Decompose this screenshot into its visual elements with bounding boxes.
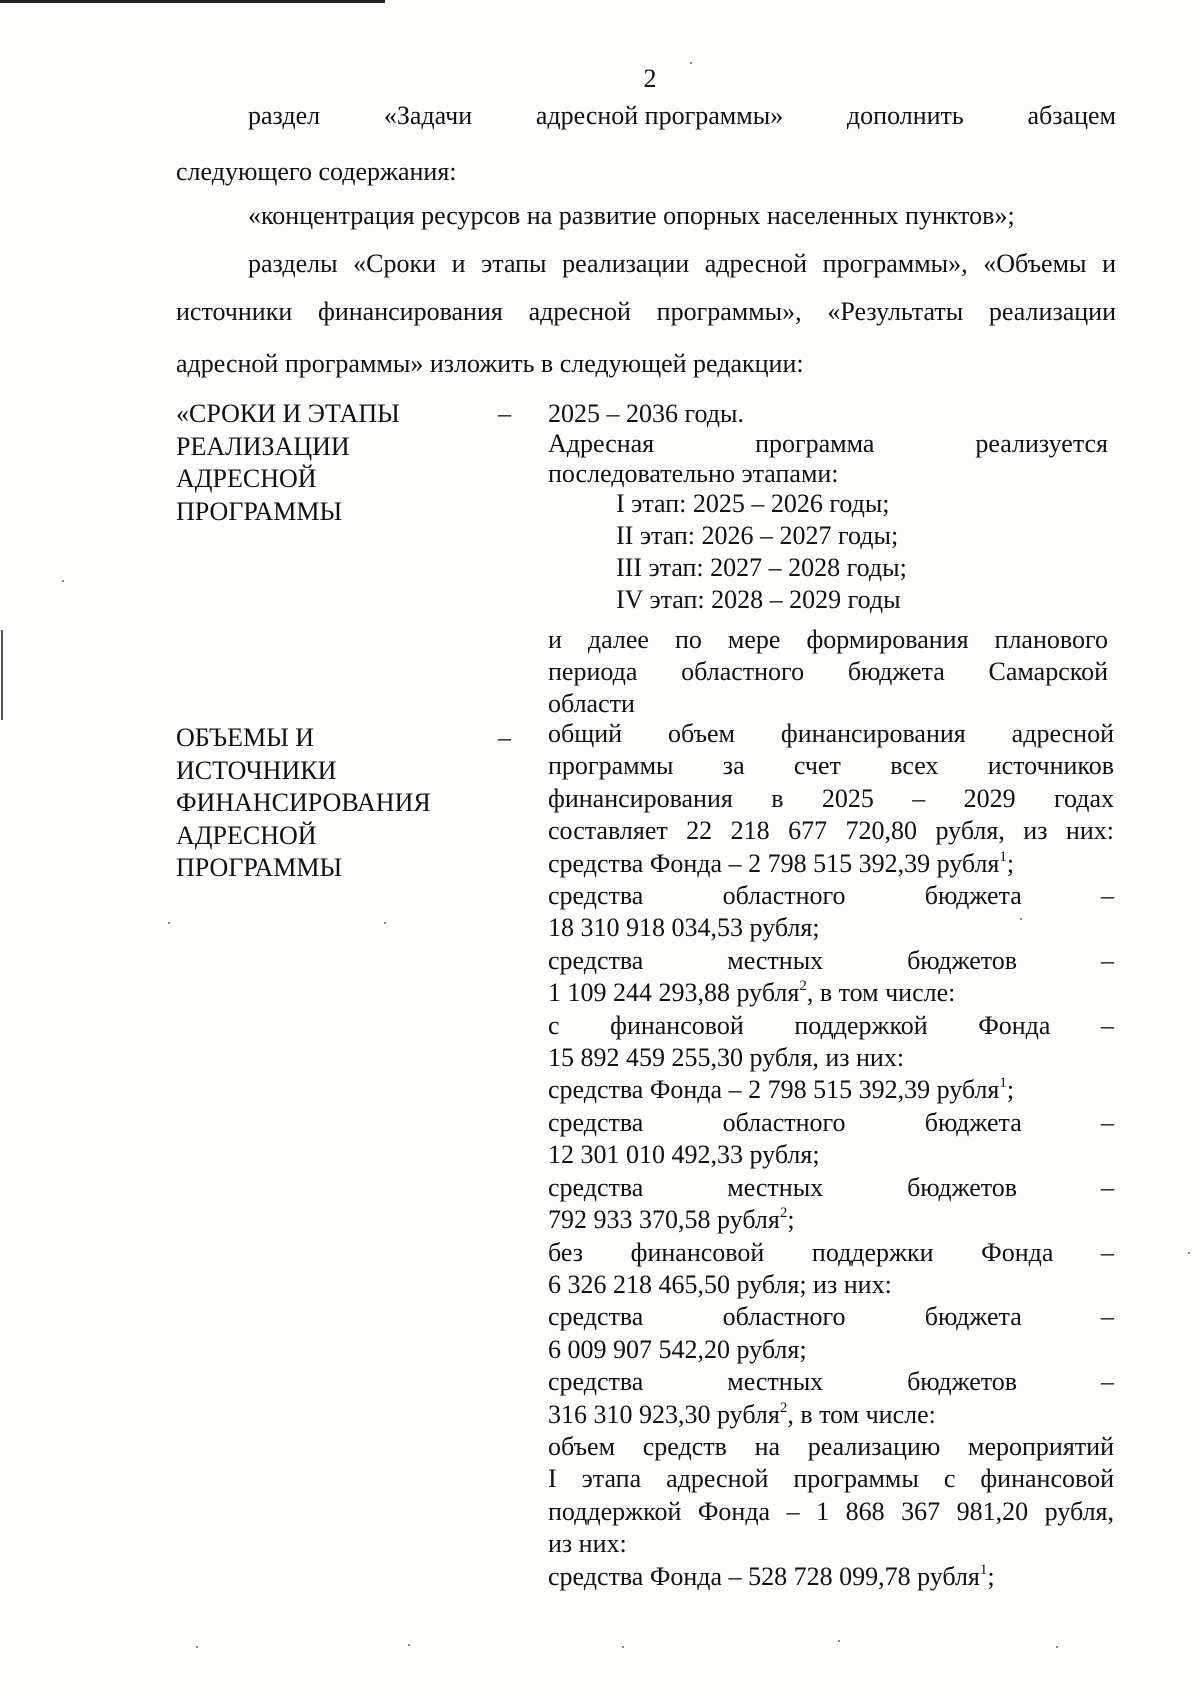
scan-speck	[62, 580, 64, 582]
financing-text: средства Фонда – 528 728 099,78 рубля	[548, 1561, 980, 1591]
terms-years: 2025 – 2036 годы.	[548, 399, 744, 428]
intro-paragraph-2: «концентрация ресурсов на развитие опорных населенных пунктов»;	[248, 201, 1015, 230]
financing-item	[548, 1074, 1114, 1106]
scan-speck	[1188, 1252, 1190, 1254]
page-number: 2	[643, 64, 657, 93]
scan-speck	[838, 1640, 840, 1642]
intro-word: дополнить	[846, 101, 964, 130]
heading-line: ПРОГРАММЫ	[176, 853, 343, 882]
financing-text: 792 933 370,58 рубля	[548, 1205, 780, 1235]
financing-item-text	[548, 1042, 1114, 1074]
heading-line: ОБЪЕМЫ И	[176, 723, 315, 752]
stages-list	[616, 488, 907, 616]
footnote-marker: 2	[799, 978, 807, 995]
footnote-marker: 1	[979, 1561, 988, 1578]
financing-item-text	[548, 718, 1114, 750]
scan-speck	[196, 1646, 198, 1648]
financing-item	[548, 1431, 1114, 1463]
financing-item-text	[548, 1010, 1114, 1042]
financing-item-text	[548, 1172, 1114, 1204]
intro-paragraph-3-line-3: адресной программы» изложить в следующей редакции:	[176, 349, 804, 378]
financing-text: средства местных бюджетов –	[548, 945, 1114, 975]
intro-paragraph-3-line-1: разделы «Сроки и этапы реализации адресной программы», «Объемы и	[248, 249, 1116, 278]
financing-text: финансирования в 2025 – 2029 годах	[548, 783, 1114, 813]
financing-item-text	[548, 750, 1114, 782]
financing-item	[548, 783, 1114, 815]
financing-text: 18 310 918 034,53 рубля;	[548, 913, 820, 943]
financing-item-text	[548, 1237, 1114, 1269]
scan-edge-left	[1, 630, 3, 720]
heading-line: «СРОКИ И ЭТАПЫ	[176, 399, 400, 428]
financing-item-text	[548, 1107, 1114, 1139]
footnote-marker: 1	[999, 848, 1007, 865]
financing-item	[548, 815, 1114, 847]
financing-text: 15 892 459 255,30 рубля, из них:	[548, 1043, 905, 1073]
scan-speck	[1020, 918, 1022, 920]
financing-item	[548, 945, 1114, 1010]
financing-text: средства Фонда – 2 798 515 392,39 рубля	[548, 1075, 1000, 1105]
financing-dash: –	[498, 723, 511, 752]
intro-paragraph-3-line-2: источники финансирования адресной программы», «Результаты реализации	[176, 297, 1116, 326]
financing-item	[548, 1463, 1114, 1495]
financing-item-text	[548, 1528, 1114, 1560]
stage-item: III этап: 2027 – 2028 годы;	[616, 553, 907, 582]
financing-text: средства областного бюджета –	[548, 881, 1114, 911]
financing-item	[548, 1010, 1114, 1075]
financing-text-tail: ;	[987, 1561, 995, 1591]
financing-item-text	[548, 1139, 1114, 1171]
financing-item-text	[548, 1431, 1114, 1463]
financing-text: I этапа адресной программы с финансовой	[548, 1464, 1114, 1494]
terms-further-line-3: области	[548, 689, 635, 718]
heading-line: РЕАЛИЗАЦИИ	[176, 431, 350, 461]
financing-item-text	[548, 1334, 1114, 1366]
financing-item	[548, 1528, 1114, 1560]
financing-text-tail: ;	[787, 1205, 795, 1235]
financing-text: средства местных бюджетов –	[548, 1172, 1114, 1202]
stage-item: IV этап: 2028 – 2029 годы	[616, 585, 901, 614]
terms-further-line-1: и далее по мере формирования планового	[548, 625, 1108, 654]
terms-description-line-1: Адресная программа реализуется	[548, 429, 1108, 458]
footnote-marker: 1	[999, 1075, 1007, 1092]
financing-item	[548, 880, 1114, 945]
financing-text: 6 326 218 465,50 рубля; из них:	[548, 1269, 892, 1299]
scan-speck	[168, 922, 170, 924]
financing-list	[548, 718, 1114, 1593]
intro-paragraph-1-line-1	[248, 100, 1116, 132]
intro-word: абзацем	[1027, 101, 1116, 130]
financing-item	[548, 1496, 1114, 1528]
financing-item-text	[548, 1366, 1114, 1398]
financing-item-text	[548, 1269, 1114, 1301]
financing-item-text	[548, 880, 1114, 912]
intro-paragraph-1-line-2: следующего содержания:	[176, 157, 457, 186]
financing-item	[548, 1366, 1114, 1431]
financing-item-text	[548, 1561, 1114, 1593]
financing-item-text	[548, 945, 1114, 977]
financing-text: средства областного бюджета –	[548, 1107, 1114, 1137]
financing-heading	[176, 722, 431, 885]
scan-speck	[408, 1644, 410, 1646]
financing-text: составляет 22 218 677 720,80 рубля, из них:	[548, 816, 1114, 846]
financing-text: средства Фонда – 2 798 515 392,39 рубля	[548, 848, 1000, 878]
financing-text-tail: ;	[1006, 1075, 1015, 1105]
financing-text: 316 310 923,30 рубля	[548, 1399, 780, 1429]
scan-speck	[622, 1646, 624, 1648]
financing-item-text	[548, 977, 1114, 1009]
financing-item	[548, 718, 1114, 750]
heading-line: АДРЕСНОЙ	[176, 464, 317, 493]
heading-line: АДРЕСНОЙ	[176, 820, 317, 850]
financing-text: без финансовой поддержки Фонда –	[548, 1237, 1114, 1267]
financing-item-text	[548, 1301, 1114, 1333]
intro-word: «Задачи	[383, 101, 473, 130]
financing-text: из них:	[548, 1529, 627, 1559]
financing-text: общий объем финансирования адресной	[548, 719, 1114, 748]
terms-description-line-2: последовательно этапами:	[548, 459, 839, 488]
financing-item	[548, 1172, 1114, 1237]
stage-item: I этап: 2025 – 2026 годы;	[616, 489, 890, 518]
financing-item-text	[548, 1074, 1114, 1106]
footnote-marker: 2	[779, 1205, 788, 1222]
financing-item	[548, 1301, 1114, 1366]
financing-item	[548, 750, 1114, 782]
financing-text: 6 009 907 542,20 рубля;	[548, 1334, 807, 1364]
scan-speck	[690, 62, 692, 64]
scan-speck	[1056, 1646, 1058, 1648]
financing-item-text	[548, 912, 1114, 944]
financing-text: поддержкой Фонда – 1 868 367 981,20 рубля,	[548, 1496, 1114, 1526]
financing-text-tail: ;	[1006, 848, 1015, 878]
footnote-marker: 2	[779, 1399, 788, 1416]
financing-text: объем средств на реализацию мероприятий	[548, 1431, 1114, 1461]
financing-text: с финансовой поддержкой Фонда –	[548, 1010, 1114, 1040]
financing-item-text	[548, 1463, 1114, 1495]
financing-item-text	[548, 1204, 1114, 1236]
financing-text-tail: , в том числе:	[787, 1399, 936, 1429]
terms-further-line-2: периода областного бюджета Самарской	[548, 657, 1108, 686]
financing-item-text	[548, 1399, 1114, 1431]
scan-edge-top	[0, 0, 385, 3]
financing-item	[548, 1107, 1114, 1172]
financing-item-text	[548, 783, 1114, 815]
intro-word: адресной программы»	[535, 101, 784, 130]
financing-item-text	[548, 1496, 1114, 1528]
stage-item: II этап: 2026 – 2027 годы;	[616, 521, 899, 550]
financing-item-text	[548, 815, 1114, 847]
financing-item-text	[548, 848, 1114, 880]
financing-text: средства областного бюджета –	[548, 1302, 1114, 1332]
financing-item	[548, 848, 1114, 880]
financing-item	[548, 1237, 1114, 1302]
scan-speck	[384, 922, 386, 924]
financing-text: 1 109 244 293,88 рубля	[548, 978, 800, 1008]
terms-dash: –	[498, 399, 511, 428]
financing-text: 12 301 010 492,33 рубля;	[548, 1140, 820, 1170]
heading-line: ПРОГРАММЫ	[176, 496, 343, 526]
financing-text: программы за счет всех источников	[548, 751, 1114, 781]
heading-line: ИСТОЧНИКИ	[176, 755, 337, 785]
terms-heading	[176, 398, 400, 528]
financing-text-tail: , в том числе:	[806, 978, 956, 1008]
financing-item	[548, 1561, 1114, 1593]
financing-text: средства местных бюджетов –	[548, 1367, 1114, 1397]
heading-line: ФИНАНСИРОВАНИЯ	[176, 788, 431, 817]
intro-word: раздел	[248, 101, 321, 130]
